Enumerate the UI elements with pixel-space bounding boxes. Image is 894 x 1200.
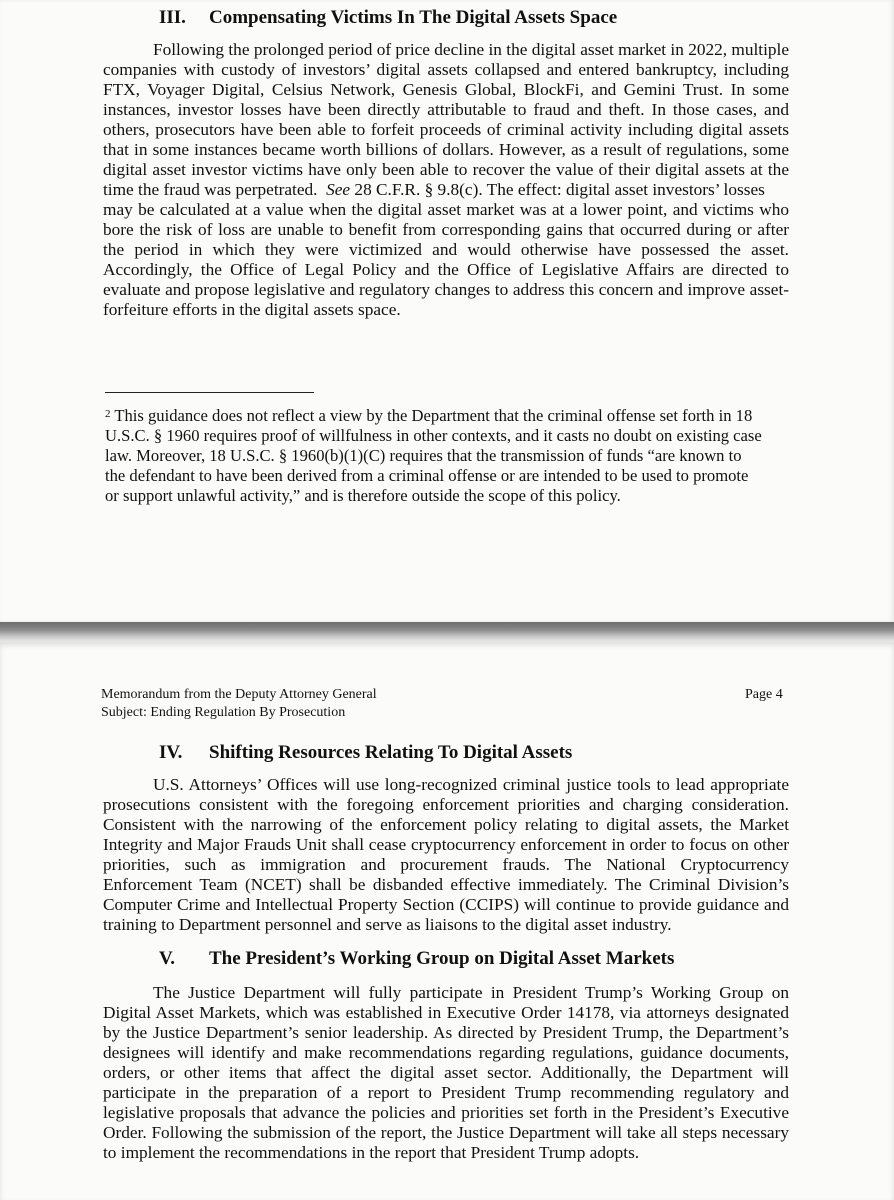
footnote-line: the defendant to have been derived from a criminal offense or are intended to be used to promote <box>105 466 749 485</box>
paragraph-line: Accordingly, the Office of Legal Policy and the Office of Legislative Affairs are directed to <box>103 260 789 279</box>
section-number: IV. <box>159 742 183 763</box>
paragraph-line: participate in the preparation of a report to President Trump recommending regulatory and <box>103 1083 789 1102</box>
page-number: Page 4 <box>745 687 783 702</box>
section-number: V. <box>159 948 176 969</box>
paragraph-line: evaluate and propose legislative and regulatory changes to address this concern and improve asset- <box>103 280 789 299</box>
paragraph-line: instances, investor losses have been directly attributable to fraud and theft. In those cases, and <box>103 100 789 119</box>
footnote-separator <box>105 392 314 393</box>
paragraph-line: bore the risk of loss are unable to benefit from corresponding gains that occurred during or after <box>103 220 789 239</box>
memo-header-subject: Subject: Ending Regulation By Prosecution <box>101 705 346 720</box>
section-heading-iv <box>159 742 572 764</box>
paragraph-line: training to Department personnel and serve as liaisons to the digital asset industry. <box>103 915 672 934</box>
line-text: 28 C.F.R. § 9.8(c). The effect: digital asset investors’ losses <box>350 180 765 199</box>
paragraph-line: Order. Following the submission of the report, the Justice Department will take all steps necessary <box>103 1123 789 1142</box>
paragraph-line: forfeiture efforts in the digital assets space. <box>103 300 401 319</box>
line-text: time the fraud was perpetrated. <box>103 180 318 199</box>
footnote-line <box>105 404 789 426</box>
paragraph-line: others, prosecutors have been able to forfeit proceeds of criminal activity including digital assets <box>103 120 789 139</box>
section-title: Shifting Resources Relating To Digital Assets <box>209 742 573 763</box>
paragraph-line: that in some instances became worth billions of dollars. However, as a result of regulations, some <box>103 140 789 159</box>
memo-header-from: Memorandum from the Deputy Attorney General <box>101 687 377 702</box>
paragraph-line: FTX, Voyager Digital, Celsius Network, Genesis Global, BlockFi, and Gemini Trust. In some <box>103 80 789 99</box>
paragraph-line: Computer Crime and Intellectual Property Section (CCIPS) will continue to provide guidance and <box>103 895 789 914</box>
paragraph-line: by the Justice Department’s senior leadership. As directed by President Trump, the Department’s <box>103 1023 789 1042</box>
paragraph-line: Following the prolonged period of price decline in the digital asset market in 2022, multiple <box>153 40 789 59</box>
footnote-marker: 2 <box>105 408 111 420</box>
paragraph-line: Integrity and Major Frauds Unit shall cease cryptocurrency enforcement in order to focus on other <box>103 835 789 854</box>
paragraph-line <box>103 180 789 200</box>
section-heading-iii <box>159 7 617 29</box>
paragraph-line: companies with custody of investors’ digital assets collapsed and entered bankruptcy, including <box>103 60 789 79</box>
paragraph-line: legislative proposals that advance the policies and priorities set forth in the President’s Executive <box>103 1103 789 1122</box>
paragraph-line: may be calculated at a value when the digital asset market was at a lower point, and victims who <box>103 200 789 219</box>
paragraph-line: the period in which they were victimized and would otherwise have possessed the asset. <box>103 240 789 259</box>
footnote-line: U.S.C. § 1960 requires proof of willfulness in other contexts, and it casts no doubt on existing case <box>105 426 762 445</box>
paragraph-line: Digital Asset Markets, which was established in Executive Order 14178, via attorneys designated <box>103 1003 789 1022</box>
paragraph-line: to implement the recommendations in the report that President Trump adopts. <box>103 1143 640 1162</box>
paragraph-line: The Justice Department will fully participate in President Trump’s Working Group on <box>153 983 789 1002</box>
page-bottom <box>0 642 894 1200</box>
paragraph-line: designees will identify and make recommendations regarding regulations, guidance documents, <box>103 1043 789 1062</box>
section-iv-paragraph <box>103 775 789 935</box>
footnote-line: law. Moreover, 18 U.S.C. § 1960(b)(1)(C) requires that the transmission of funds “are known to <box>105 446 742 465</box>
paragraph-line: U.S. Attorneys’ Offices will use long-recognized criminal justice tools to lead appropriate <box>153 775 789 794</box>
paragraph-line: orders, or other items that affect the digital asset sector. Additionally, the Department will <box>103 1063 789 1082</box>
section-title: Compensating Victims In The Digital Assets Space <box>209 7 618 28</box>
section-iii-paragraph <box>103 40 789 320</box>
section-heading-v <box>159 948 674 970</box>
paragraph-line: priorities, such as immigration and procurement frauds. The National Cryptocurrency <box>103 855 789 874</box>
paragraph-line: digital asset investor victims have only been able to recover the value of their digital assets at the <box>103 160 789 179</box>
footnote-line: or support unlawful activity,” and is therefore outside the scope of this policy. <box>105 486 621 505</box>
section-number: III. <box>159 7 186 28</box>
footnote-2 <box>105 404 789 506</box>
section-title: The President’s Working Group on Digital Asset Markets <box>209 948 675 969</box>
page-break <box>0 622 894 642</box>
citation-signal: See <box>326 180 351 199</box>
section-v-paragraph <box>103 983 789 1163</box>
paragraph-line: prosecutions consistent with the foregoing enforcement priorities and charging consideration. <box>103 795 789 814</box>
line-text: This guidance does not reflect a view by the Department that the criminal offense set forth in 18 <box>110 406 753 425</box>
paragraph-line: Enforcement Team (NCET) shall be disbanded effective immediately. The Criminal Division’s <box>103 875 789 894</box>
paragraph-line: Consistent with the narrowing of the enforcement policy relating to digital assets, the Market <box>103 815 789 834</box>
